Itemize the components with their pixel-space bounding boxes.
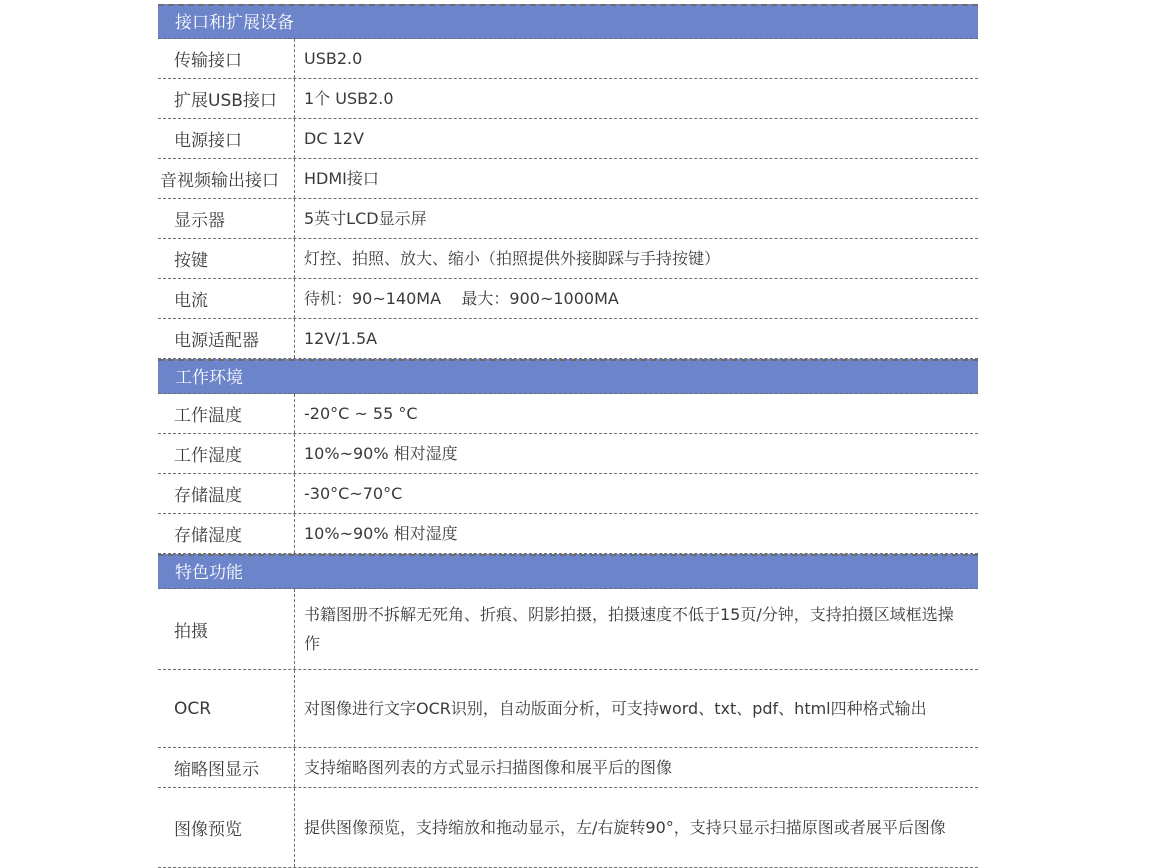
spec-value: 10%~90% 相对湿度 — [304, 524, 458, 543]
spec-table — [158, 4, 978, 868]
spec-label: 电源适配器 — [158, 319, 295, 358]
spec-value: 1个 USB2.0 — [304, 89, 394, 108]
spec-label: 按键 — [158, 239, 295, 278]
spec-row-transfer-interface — [158, 39, 978, 79]
spec-label: 传输接口 — [158, 39, 295, 78]
spec-label: 工作温度 — [158, 394, 295, 433]
section-header-environment: 工作环境 — [158, 359, 978, 394]
spec-label: 缩略图显示 — [158, 748, 295, 787]
section-header-interfaces: 接口和扩展设备 — [158, 4, 978, 39]
spec-value: 书籍图册不拆解无死角、折痕、阴影拍摄，拍摄速度不低于15页/分钟，支持拍摄区域框选操作 — [304, 605, 954, 653]
spec-value: 对图像进行文字OCR识别，自动版面分析，可支持word、txt、pdf、html四种格式输出 — [304, 699, 927, 718]
spec-value: 5英寸LCD显示屏 — [304, 209, 427, 228]
spec-row-operating-temp — [158, 394, 978, 434]
spec-label: 存储湿度 — [158, 514, 295, 553]
spec-row-storage-humidity — [158, 514, 978, 554]
spec-label: OCR — [158, 670, 295, 747]
spec-row-image-preview — [158, 788, 978, 868]
spec-value: -30°C~70°C — [304, 484, 403, 503]
spec-label: 音视频输出接口 — [158, 159, 295, 198]
spec-row-operating-humidity — [158, 434, 978, 474]
spec-row-storage-temp — [158, 474, 978, 514]
spec-row-power-adapter — [158, 319, 978, 359]
spec-row-thumbnail — [158, 748, 978, 788]
spec-label: 存储温度 — [158, 474, 295, 513]
spec-label: 扩展USB接口 — [158, 79, 295, 118]
spec-value: HDMI接口 — [304, 169, 379, 188]
spec-value: 灯控、拍照、放大、缩小（拍照提供外接脚踩与手持按键） — [304, 249, 721, 268]
spec-row-av-output — [158, 159, 978, 199]
spec-value: 支持缩略图列表的方式显示扫描图像和展平后的图像 — [304, 758, 673, 777]
spec-value: USB2.0 — [304, 49, 363, 68]
spec-row-power-interface — [158, 119, 978, 159]
spec-value: 12V/1.5A — [304, 329, 378, 348]
spec-label: 电源接口 — [158, 119, 295, 158]
spec-label: 工作湿度 — [158, 434, 295, 473]
spec-value: DC 12V — [304, 129, 364, 148]
spec-label: 图像预览 — [158, 788, 295, 867]
spec-label: 显示器 — [158, 199, 295, 238]
spec-label: 拍摄 — [158, 589, 295, 669]
section-header-features: 特色功能 — [158, 554, 978, 589]
spec-value: 待机：90~140MA 最大：900~1000MA — [304, 289, 619, 308]
spec-row-usb-expansion — [158, 79, 978, 119]
spec-value: -20°C ~ 55 °C — [304, 404, 418, 423]
spec-row-current — [158, 279, 978, 319]
spec-row-buttons — [158, 239, 978, 279]
spec-row-capture — [158, 589, 978, 670]
spec-label: 电流 — [158, 279, 295, 318]
spec-row-display — [158, 199, 978, 239]
spec-value: 10%~90% 相对湿度 — [304, 444, 458, 463]
spec-value: 提供图像预览，支持缩放和拖动显示，左/右旋转90°，支持只显示扫描原图或者展平后图像 — [304, 818, 946, 837]
spec-row-ocr — [158, 670, 978, 748]
